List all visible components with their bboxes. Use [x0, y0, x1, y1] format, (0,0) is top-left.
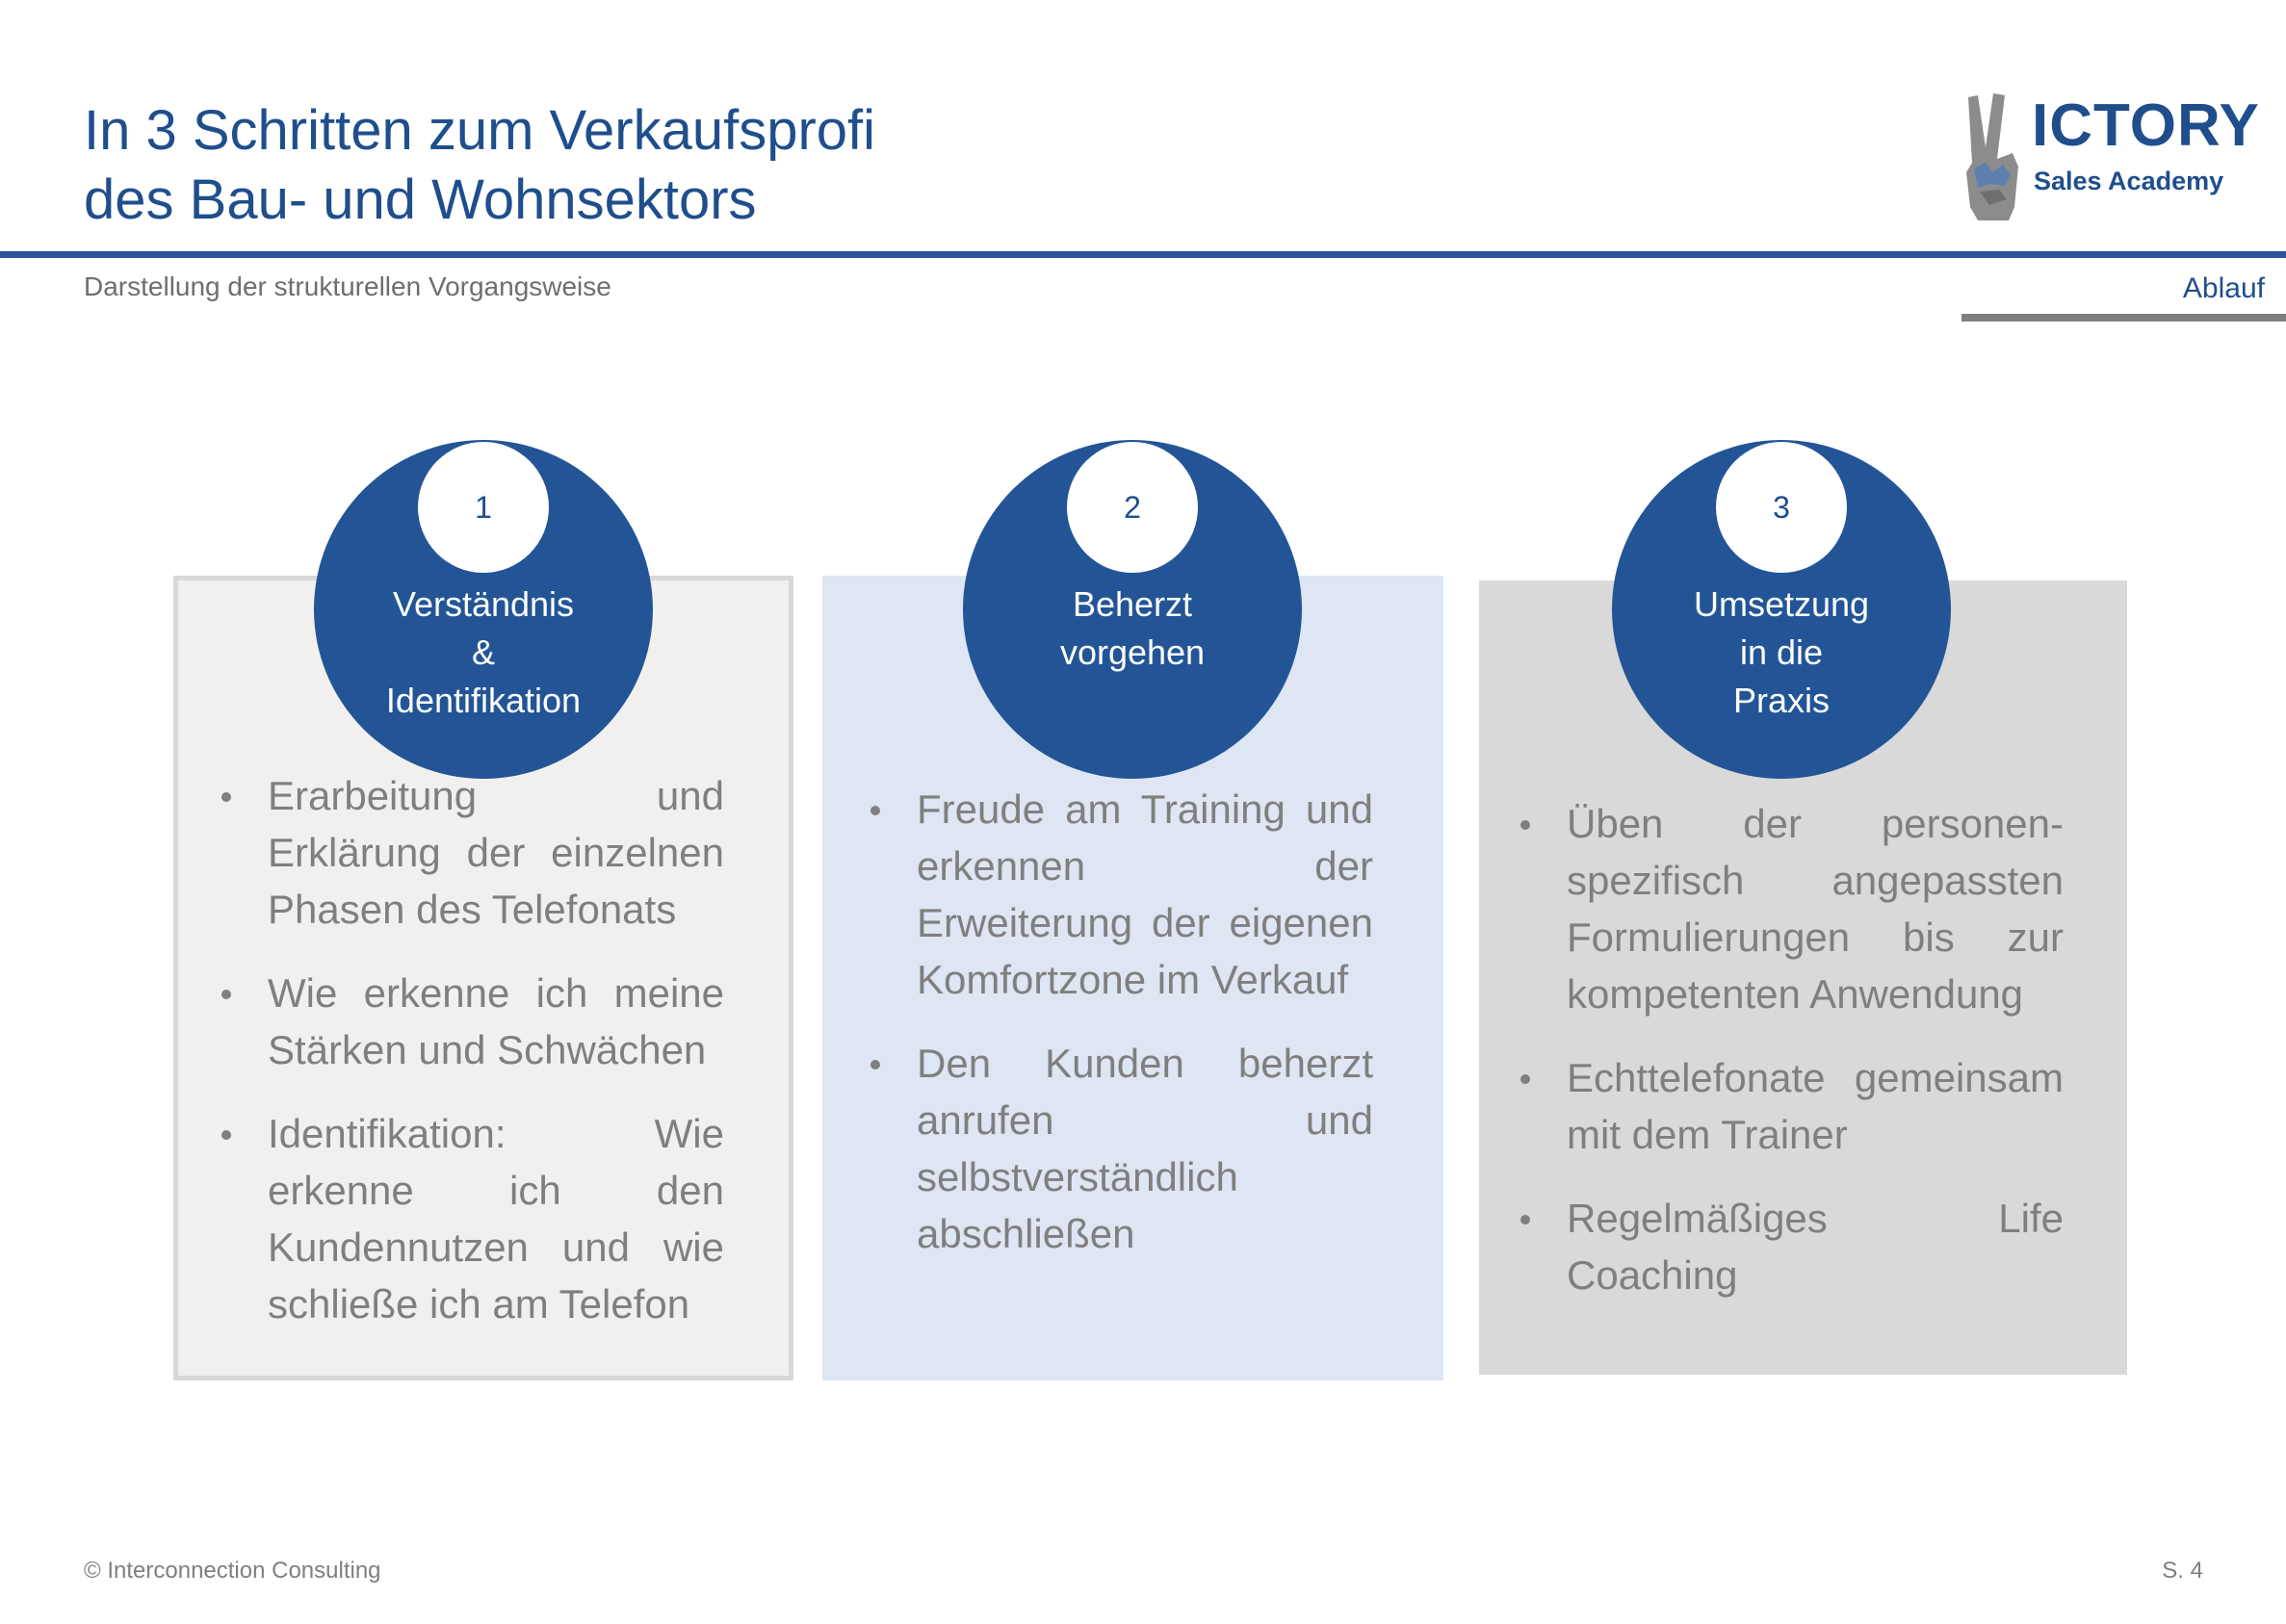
page-number: S. 4	[2162, 1558, 2203, 1584]
step-3-title-line: in die	[1739, 632, 1824, 672]
step-2-title-line: Beherzt	[1072, 584, 1193, 624]
step-2-title-line: vorgehen	[1059, 632, 1206, 672]
step-3-circle	[1612, 440, 1951, 779]
step-1-bullet: Erarbeitung und Erklärung der einzelnen Phasen des Telefonats	[217, 767, 724, 938]
step-3-bullet: Regelmäßiges Life Coaching	[1516, 1190, 2064, 1303]
step-1-bullet-list	[217, 767, 724, 1359]
page-title-line-2: des Bau- und Wohnsektors	[84, 168, 757, 231]
step-1-number: 1	[418, 442, 549, 573]
page-title	[84, 96, 1528, 235]
step-1-bullet: Wie erkenne ich meine Stärken und Schwächen	[217, 965, 724, 1078]
step-2-number: 2	[1067, 442, 1198, 573]
step-2-circle	[963, 440, 1302, 779]
section-label: Ablauf	[2182, 272, 2265, 304]
footer-copyright: © Interconnection Consulting	[84, 1558, 381, 1584]
step-1-bullet: Identifikation: Wie erkenne ich den Kundennutzen und wie schließe ich am Telefon	[217, 1105, 724, 1332]
step-3-title-line: Praxis	[1732, 681, 1831, 720]
step-1-circle	[314, 440, 653, 779]
victory-logo	[1961, 91, 2260, 226]
page-subtitle: Darstellung der strukturellen Vorgangsweise	[84, 271, 611, 301]
page-title-line-1: In 3 Schritten zum Verkaufsprofi	[84, 99, 876, 162]
step-1-title	[314, 580, 653, 725]
logo-wordmark: ICTORY	[2032, 92, 2260, 159]
step-3-number: 3	[1716, 442, 1847, 573]
logo-tagline: Sales Academy	[2034, 167, 2224, 195]
step-3-bullet-list	[1516, 795, 2064, 1330]
victory-hand-icon	[1961, 91, 2032, 222]
step-1-title-line: &	[471, 632, 495, 672]
step-2-bullet: Freude am Training und erkennen der Erweiterung der eigenen Komfortzone im Verkauf	[866, 781, 1373, 1008]
header-divider	[0, 251, 2286, 258]
step-3-title	[1612, 580, 1951, 725]
step-1-title-line: Identifikation	[385, 681, 582, 720]
step-2-bullet-list	[866, 781, 1373, 1289]
step-1-title-line: Verständnis	[392, 584, 575, 624]
step-2-title	[963, 580, 1302, 677]
step-3-bullet: Echttelefonate gemeinsam mit dem Trainer	[1516, 1049, 2064, 1163]
section-underline	[1961, 314, 2286, 322]
step-2-bullet: Den Kunden beherzt anrufen und selbstverständlich abschließen	[866, 1035, 1373, 1262]
step-3-bullet: Üben der personen-spezifisch angepassten Formulierungen bis zur kompetenten Anwendung	[1516, 795, 2064, 1022]
step-3-title-line: Umsetzung	[1693, 584, 1870, 624]
